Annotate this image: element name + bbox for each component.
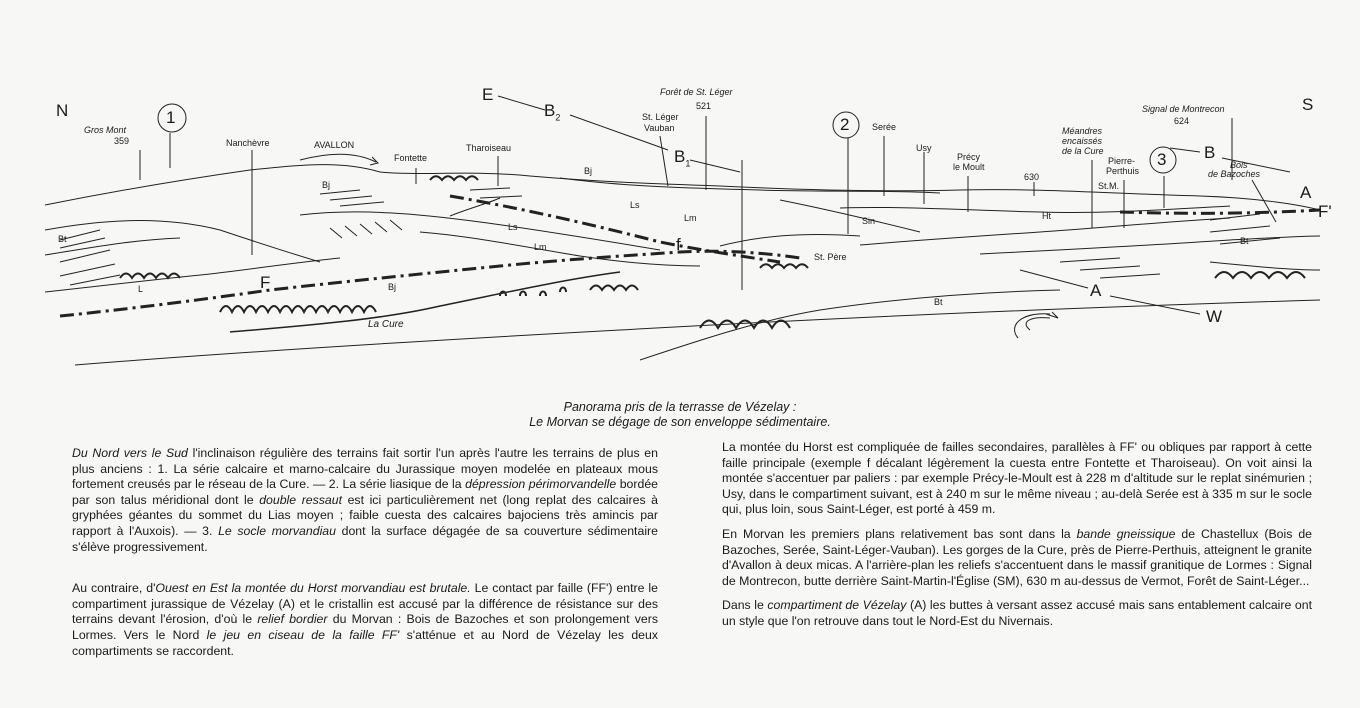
geo-label-bt-left: Bt	[58, 234, 67, 244]
label-la-cure: La Cure	[368, 319, 404, 330]
compass-south: S	[1302, 95, 1314, 114]
label-foret-alt: 521	[696, 101, 712, 111]
label-meandres-line2: encaissés	[1062, 136, 1103, 146]
label-avallon: AVALLON	[314, 140, 355, 150]
label-signal-alt: 624	[1174, 116, 1190, 126]
compass-east: E	[482, 85, 494, 104]
section-label-b2: $B_2$	[544, 101, 561, 123]
section-label-b: B	[1204, 143, 1216, 162]
zone-number-3: 3	[1157, 150, 1167, 169]
geo-label-ls-2: Ls	[508, 222, 518, 232]
label-st-leger-vauban-line2: Vauban	[644, 123, 675, 133]
paragraph-morvan: En Morvan les premiers plans relativement bas sont dans la bande gneissique de Chastellux (Bois de Bazoches, Serée, Saint-Léger-Vauban). Les gorges de la Cure, près de Pierre-Perthuis, atteignent le granite d'Avallon à deux micas. A l'arrière-plan les reliefs s'accentuent dans le massif granitique de Lormes : Signal de Montrecon, butte derrière Saint-Martin-l'Église (SM), 630 m au-dessus de Vermot, Forêt de Saint-Léger...	[722, 526, 1313, 588]
geo-label-bj-3: Bj	[388, 282, 397, 292]
label-signal-montrecon: Signal de Montrecon	[1142, 104, 1225, 114]
label-usy: Usy	[916, 143, 932, 153]
text-column-left	[72, 446, 658, 674]
label-pierre-perthuis-line1: Pierre-	[1108, 156, 1136, 166]
section-label-b1: $B_1$	[674, 147, 691, 169]
geo-label-lm-2: Lm	[534, 242, 547, 252]
text-column-right	[722, 440, 1312, 639]
label-bois-bazoches-line2: de Bazoches	[1208, 169, 1261, 179]
label-bois-bazoches-line1: Bois	[1230, 160, 1248, 170]
label-meandres-line1: Méandres	[1062, 126, 1103, 136]
paragraph-north-south: Du Nord vers le Sud l'inclinaison régulière des terrains fait sortir l'un après l'autre les terrains de plus en plus anciens : 1. La série calcaire et marno-calcaire du Jurassique moyen modelée en plateaux mous fortement creusés par le réseau de la Cure. — 2. La série liasique de la dépression périmorvandelle bordée par son talus méridional dont le double ressaut est ici particulièrement net (long replat des calcaires à gryphées géantes du sommet du Lias moyen ; faible cuesta des calcaires bajociens très amincis par rapport à l'Auxois). — 3. Le socle morvandiau dont la surface dégagée de sa couverture sédimentaire s'élève progressivement.	[72, 446, 658, 554]
label-st-leger-vauban-line1: St. Léger	[642, 112, 679, 122]
geo-label-l: L	[138, 284, 144, 294]
compass-west: W	[1206, 307, 1223, 326]
geo-label-bt-center: Bt	[934, 297, 943, 307]
geo-label-bj-2: Bj	[584, 166, 593, 176]
paragraph-vezelay: Dans le compartiment de Vézelay (A) les buttes à versant assez accusé mais sans entablement calcaire ont un style que l'on retrouve dans tout le Nord-Est du Nivernais.	[722, 598, 1312, 628]
label-gros-mont-alt: 359	[114, 136, 130, 146]
figure-caption	[360, 400, 1000, 430]
label-nanchevre: Nanchèvre	[226, 138, 270, 148]
paragraph-horst: La montée du Horst est compliquée de failles secondaires, parallèles à FF' ou obliques par rapport à cette faille principale (exemple f décalant légèrement la cuesta entre Fontette et Tharoiseau). On voit ainsi la montée s'accentuer par paliers : par exemple Précy-le-Moult est à 228 m d'altitude sur le replat sinémurien ; Usy, dans le compartiment suivant, est à 240 m sur le même niveau ; au-delà Serée est à 335 m sur le socle qui, plus loin, sous Saint-Léger, est porté à 459 m.	[722, 440, 1312, 517]
label-seree: Serée	[872, 122, 897, 132]
compass-north: N	[56, 101, 69, 120]
label-stm: St.M.	[1098, 181, 1120, 191]
geo-label-ls-1: Ls	[630, 200, 640, 210]
fault-label-f-prime: F'	[1318, 202, 1332, 221]
paragraph-west-east: Au contraire, d'Ouest en Est la montée du Horst morvandiau est brutale. Le contact par faille (FF') entre le compartiment jurassique de Vézelay (A) et le cristallin est accusé par la différence de résistance sur des terrains devant l'érosion, d'où le relief bordier du Morvan : Bois de Bazoches et son prolongement vers Lormes. Vers le Nord le jeu en ciseau de la faille FF' s'atténue et au Nord de Vézelay les deux compartiments se raccordent.	[72, 581, 659, 658]
label-meandres-line3: de la Cure	[1062, 146, 1104, 156]
zone-number-2: 2	[840, 115, 850, 134]
caption-line-1: Panorama pris de la terrasse de Vézelay :	[563, 400, 797, 414]
geo-label-bt-right: Bt	[1240, 236, 1249, 246]
geo-label-ht: Ht	[1042, 211, 1051, 221]
label-precy-line1: Précy	[957, 152, 981, 162]
geo-label-sin: Sin	[862, 216, 876, 226]
section-label-a-right: A	[1300, 183, 1312, 202]
label-tharoiseau: Tharoiseau	[466, 143, 512, 153]
label-st-pere: St. Père	[814, 252, 847, 262]
fault-label-f: F	[260, 273, 271, 292]
label-fontette: Fontette	[394, 153, 428, 163]
zone-number-1: 1	[166, 108, 176, 127]
section-label-a-bottom: A	[1090, 281, 1102, 300]
caption-line-2: Le Morvan se dégage de son enveloppe sédimentaire.	[529, 415, 831, 429]
label-pierre-perthuis-line2: Perthuis	[1106, 166, 1140, 176]
geo-label-bj-1: Bj	[322, 180, 331, 190]
label-alt-630: 630	[1024, 172, 1040, 182]
label-foret-st-leger: Forêt de St. Léger	[660, 87, 733, 97]
label-gros-mont: Gros Mont	[84, 125, 127, 135]
geo-label-lm-1: Lm	[684, 213, 697, 223]
label-precy-line2: le Moult	[953, 162, 985, 172]
fault-label-f-small: f	[676, 235, 681, 254]
